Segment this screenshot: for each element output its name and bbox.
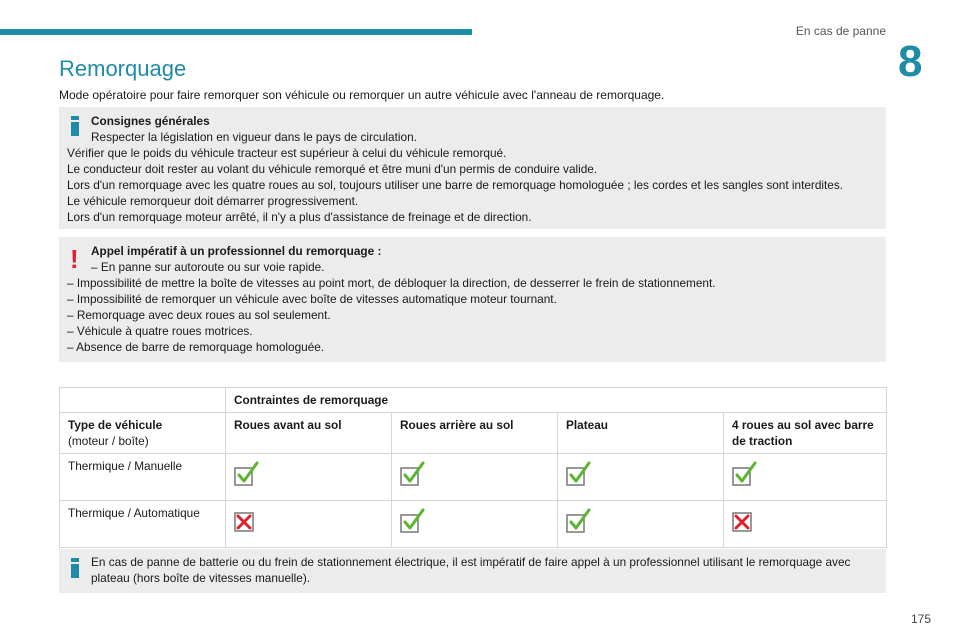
type-subheader: (moteur / boîte) <box>68 434 149 448</box>
box-line: – Impossibilité de mettre la boîte de vitesses au point mort, de débloquer la direction, de desserrer le frein de stationnement. <box>67 276 716 290</box>
page-title: Remorquage <box>59 56 187 81</box>
row-label: Thermique / Automatique <box>60 501 226 548</box>
box-title: Appel impératif à un professionnel du remorquage : <box>91 244 382 258</box>
row-label: Thermique / Manuelle <box>60 454 226 501</box>
info-icon <box>71 558 79 578</box>
warning-icon: ! <box>70 244 79 274</box>
box-line: Le conducteur doit rester au volant du véhicule remorqué et être muni d'un permis de conduire valide. <box>67 162 598 176</box>
checkbox-checked-icon <box>234 461 260 491</box>
checkbox-checked-icon <box>732 461 758 491</box>
checkbox-crossed-icon <box>732 508 758 538</box>
box-line: plateau (hors boîte de vitesses manuelle). <box>91 571 311 585</box>
battery-failure-box <box>59 549 886 593</box>
mark-cell <box>724 501 887 548</box>
checkbox-checked-icon <box>566 508 592 538</box>
box-line: Lors d'un remorquage avec les quatre roues au sol, toujours utiliser une barre de remorquage homologuée ; les cordes et les sangles sont interdites. <box>67 178 844 192</box>
mark-cell <box>392 501 558 548</box>
professional-call-box <box>59 237 886 362</box>
column-header: Roues arrière au sol <box>392 413 558 454</box>
column-header: 4 roues au sol avec barre de traction <box>724 413 887 454</box>
box-line: – Remorquage avec deux roues au sol seulement. <box>67 308 331 322</box>
checkbox-crossed-icon <box>234 508 260 538</box>
box-line: Respecter la législation en vigueur dans le pays de circulation. <box>91 130 417 144</box>
table-row <box>60 501 887 548</box>
checkbox-checked-icon <box>566 461 592 491</box>
mark-cell <box>558 501 724 548</box>
general-instructions-box <box>59 107 886 229</box>
box-line: – En panne sur autoroute ou sur voie rapide. <box>91 260 325 274</box>
table-group-header: Contraintes de remorquage <box>226 388 887 413</box>
mark-cell <box>226 501 392 548</box>
type-header-cell <box>60 413 226 454</box>
checkbox-checked-icon <box>400 508 426 538</box>
box-line: Le véhicule remorqueur doit démarrer progressivement. <box>67 194 359 208</box>
table-row <box>60 454 887 501</box>
mark-cell <box>724 454 887 501</box>
type-header: Type de véhicule <box>68 418 163 432</box>
box-line: Lors d'un remorquage moteur arrêté, il n'y a plus d'assistance de freinage et de direction. <box>67 210 532 224</box>
column-header: Roues avant au sol <box>226 413 392 454</box>
box-title: Consignes générales <box>91 114 210 128</box>
chapter-number: 8 <box>898 37 923 86</box>
box-line: Vérifier que le poids du véhicule tracteur est supérieur à celui du véhicule remorqué. <box>67 146 507 160</box>
box-line: – Impossibilité de remorquer un véhicule avec boîte de vitesses automatique moteur tournant. <box>67 292 557 306</box>
towing-constraints-table <box>59 387 887 548</box>
checkbox-checked-icon <box>400 461 426 491</box>
mark-cell <box>392 454 558 501</box>
header-accent-bar <box>0 29 472 35</box>
box-line: – Véhicule à quatre roues motrices. <box>67 324 253 338</box>
mark-cell <box>226 454 392 501</box>
table-corner-cell <box>60 388 226 413</box>
page-number: 175 <box>910 612 931 626</box>
box-line: – Absence de barre de remorquage homologuée. <box>67 340 325 354</box>
intro-text: Mode opératoire pour faire remorquer son véhicule ou remorquer un autre véhicule avec l'anneau de remorquage. <box>59 88 665 102</box>
box-line: En cas de panne de batterie ou du frein de stationnement électrique, il est impératif de faire appel à un professionnel utilisant le remorquage avec <box>91 555 851 569</box>
section-title: En cas de panne <box>795 24 886 38</box>
info-icon <box>71 116 79 136</box>
mark-cell <box>558 454 724 501</box>
column-header: Plateau <box>558 413 724 454</box>
